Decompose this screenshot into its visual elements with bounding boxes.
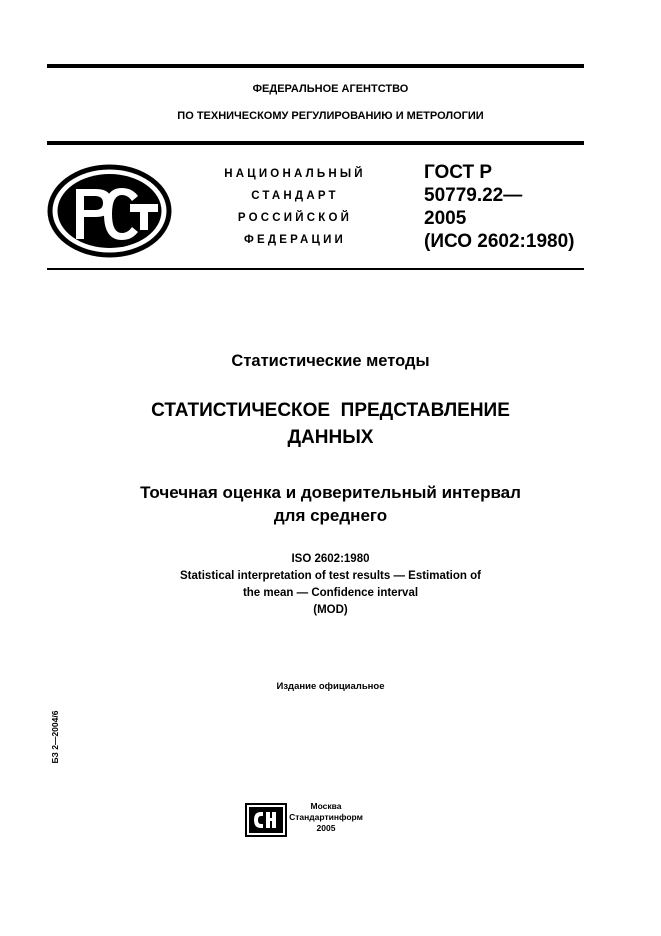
top-rule (47, 64, 584, 68)
gost-number-line-3: 2005 (424, 208, 467, 229)
iso-title-line-2: the mean — Confidence interval (242, 587, 419, 599)
official-edition: Издание официальное (276, 681, 385, 692)
main-title-line-2: ДАННЫХ (287, 427, 374, 448)
iso-modification: (MOD) (313, 604, 348, 616)
national-standard-line-4: ФЕДЕРАЦИИ (243, 234, 347, 246)
iso-number: ISO 2602:1980 (291, 553, 370, 565)
gost-number-line-1: ГОСТ Р (424, 162, 493, 183)
publisher-info (286, 801, 366, 834)
main-title-line-1: СТАТИСТИЧЕСКОЕ ПРЕДСТАВЛЕНИЕ (151, 400, 510, 421)
series-title: Статистические методы (231, 352, 430, 370)
publisher-city: Москва (310, 801, 342, 811)
standartinform-logo-icon (245, 803, 287, 837)
national-standard-line-2: СТАНДАРТ (251, 190, 339, 202)
iso-title-line-1: Statistical interpretation of test results — Estimation of (180, 570, 481, 582)
header-rule-top (47, 141, 584, 145)
agency-line-1: ФЕДЕРАЛЬНОЕ АГЕНТСТВО (252, 83, 409, 95)
side-code: БЗ 2—2004/6 (50, 710, 60, 764)
subtitle-line-2: для среднего (273, 506, 388, 525)
publisher-year: 2005 (316, 823, 336, 833)
gost-number-line-2: 50779.22— (424, 185, 523, 206)
national-standard-line-3: РОССИЙСКОЙ (237, 212, 353, 224)
national-standard-line-1: НАЦИОНАЛЬНЫЙ (224, 168, 366, 180)
agency-line-2: ПО ТЕХНИЧЕСКОМУ РЕГУЛИРОВАНИЮ И МЕТРОЛОГИИ (177, 110, 484, 122)
rst-logo-icon (46, 163, 173, 259)
publisher-name: Стандартинформ (289, 812, 363, 822)
header-rule-bottom (47, 268, 584, 270)
subtitle-line-1: Точечная оценка и доверительный интервал (140, 483, 521, 502)
gost-iso-ref: (ИСО 2602:1980) (424, 231, 575, 252)
